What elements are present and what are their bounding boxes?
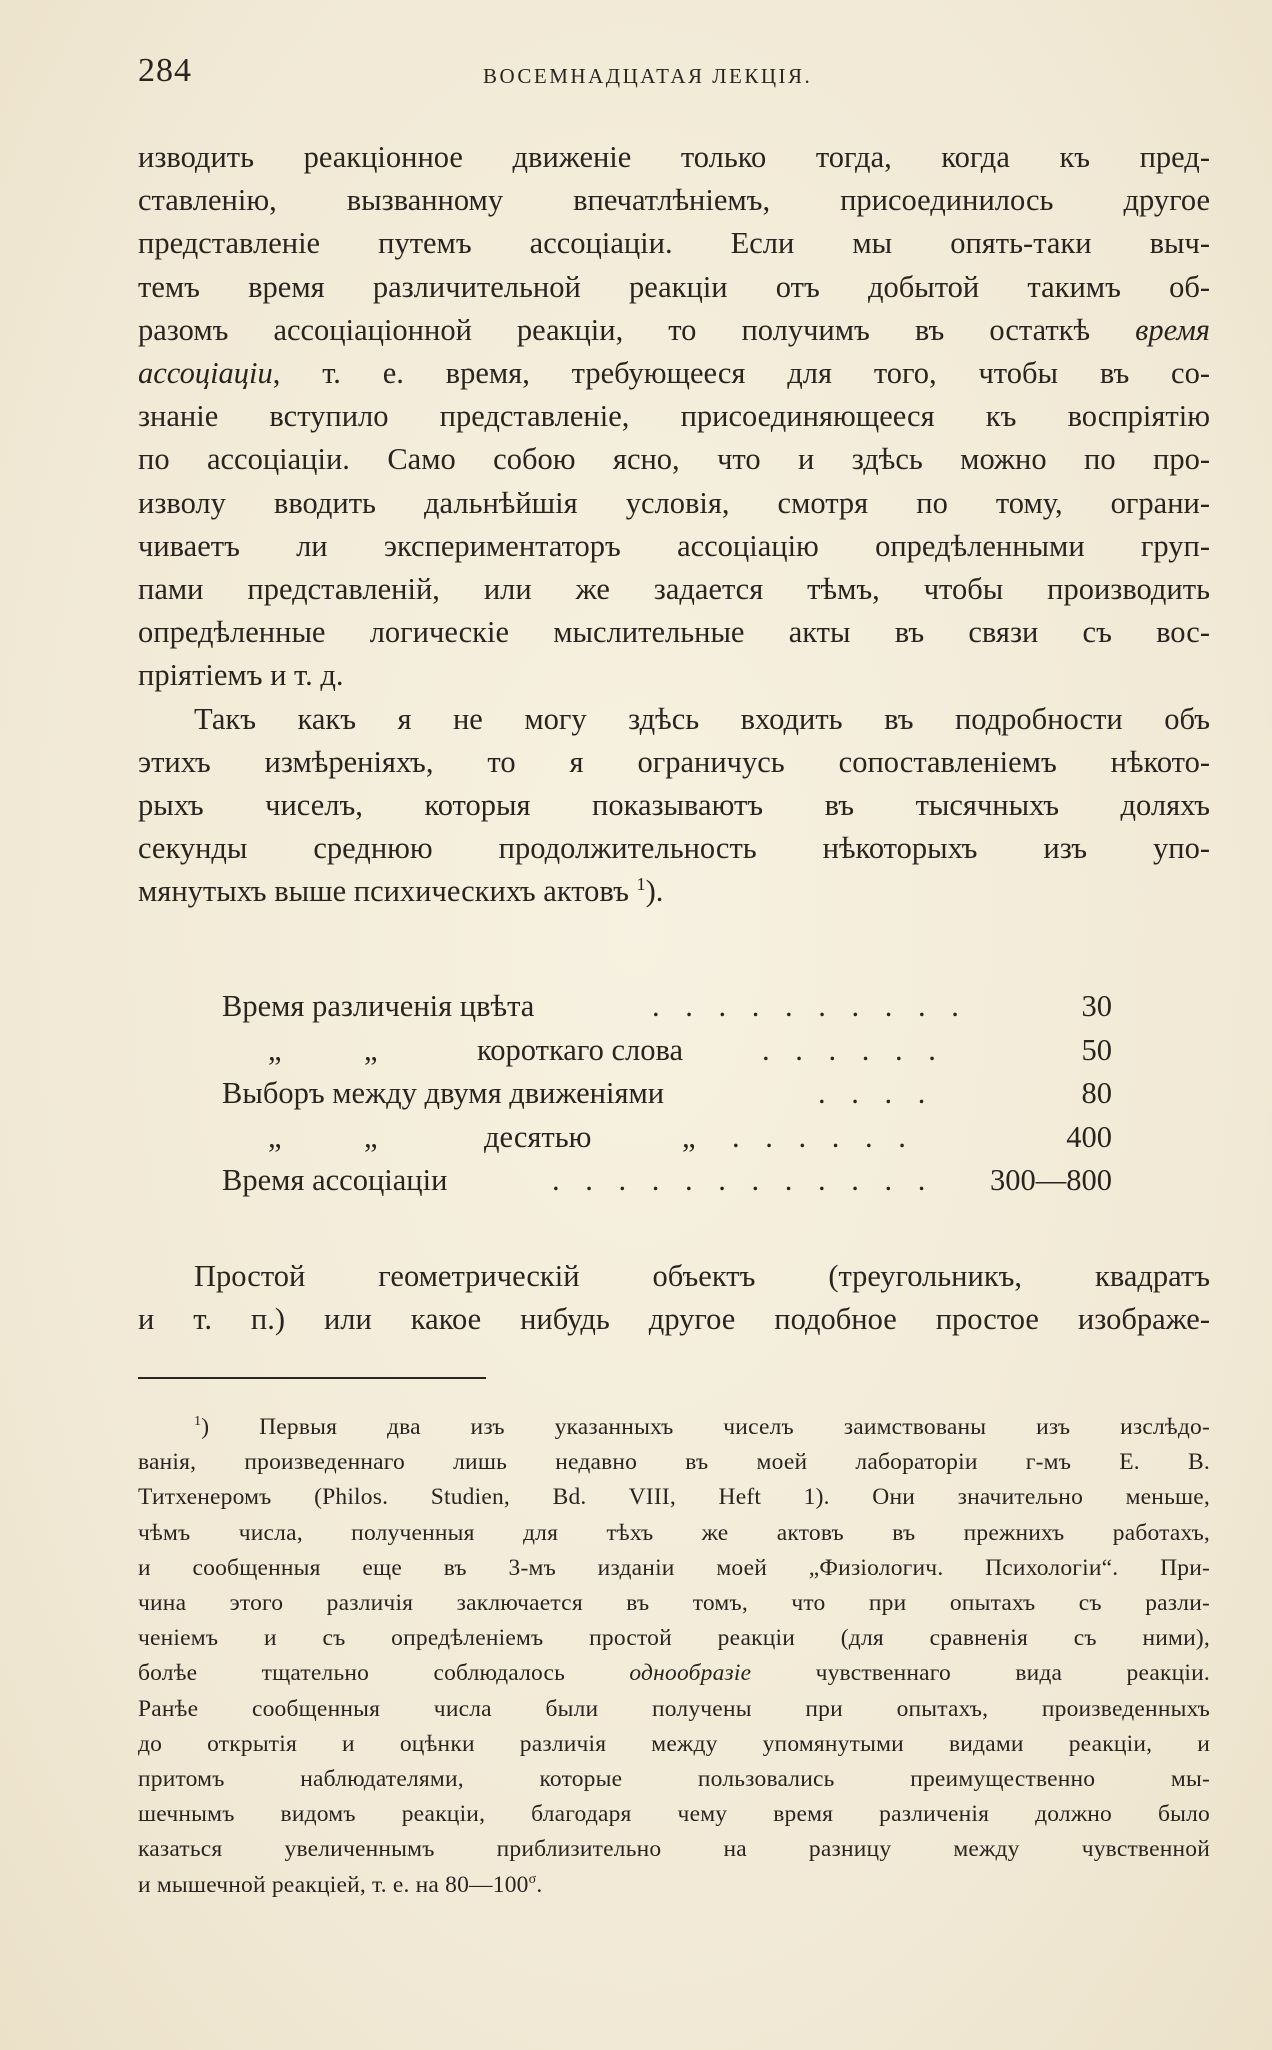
text-line: представленіе путемъ ассоціаціи. Если мы опять-таки выч- [138, 226, 1210, 261]
text-line: ченіемъ и съ опредѣленіемъ простой реакціи (для сравненія съ ними), [138, 1625, 1210, 1652]
row-label: Время ассоціаціи [222, 1163, 448, 1197]
text-line: по ассоціаціи. Само собою ясно, что и здѣсь можно по про- [138, 442, 1210, 477]
text-fragment: болѣе тщательно соблюдалось [138, 1660, 630, 1687]
row-label: Выборъ между двумя движеніями [222, 1076, 665, 1110]
text-line: опредѣленные логическіе мыслительные акты въ связи съ вос- [138, 615, 1210, 650]
text-fragment: разомъ ассоціаціонной реакціи, то получимъ въ остаткѣ [138, 312, 1091, 347]
leader-dots: . . . . . . [762, 1032, 945, 1067]
leader-dots: . . . . . . . . . . . . [552, 1163, 935, 1197]
text-line: до открытія и оцѣнки различія между упомянутыми видами реакціи, и [138, 1730, 1210, 1757]
table-row [222, 985, 1112, 1029]
text-line: ставленію, вызванному впечатлѣніемъ, присоединилось другое [138, 183, 1210, 218]
text-line [138, 352, 1210, 395]
timing-table [222, 985, 1112, 1203]
text-fragment: , т. е. время, требующееся для того, чтобы въ со- [272, 356, 1210, 391]
text-line: и т. п.) или какое нибудь другое подобное простое изображе- [138, 1302, 1210, 1337]
text-line [138, 1656, 1210, 1691]
text-line: Ранѣе сообщенныя числа были получены при опытахъ, произведенныхъ [138, 1695, 1210, 1722]
sigma-unit: σ [528, 1870, 537, 1887]
italic-term: ассоціаціи [138, 356, 273, 391]
text-line: притомъ наблюдателями, которые пользовались преимущественно мы- [138, 1766, 1210, 1793]
text-line: шечнымъ видомъ реакціи, благодаря чему время различенія должно было [138, 1801, 1210, 1828]
main-text [138, 136, 1210, 914]
text-line: чѣмъ числа, полученныя для тѣхъ же актовъ въ прежнихъ работахъ, [138, 1519, 1210, 1546]
italic-term: время [1135, 312, 1210, 347]
running-title: ВОСЕМНАДЦАТАЯ ЛЕКЦІЯ. [483, 64, 813, 88]
row-value: 300—800 [990, 1163, 1112, 1197]
text-line [138, 870, 1210, 913]
ditto-mark: „ [268, 1119, 282, 1154]
text-line [138, 309, 1210, 352]
text-fragment: чувственнаго вида реакціи. [751, 1660, 1210, 1687]
table-row [222, 1159, 1112, 1203]
text-line: темъ время различительной реакціи отъ добытой такимъ об- [138, 269, 1210, 304]
table-row [222, 1116, 1112, 1160]
row-value: 30 [1081, 989, 1112, 1023]
footnote [138, 1410, 1210, 1903]
text-line: секунды среднюю продолжительность нѣкоторыхъ изъ упо- [138, 831, 1210, 866]
row-label: Время различенія цвѣта [222, 989, 535, 1023]
text-line: Простой геометрическій объектъ (треугольникъ, квадратъ [194, 1259, 1210, 1293]
text-line: ванія, произведеннаго лишь недавно въ моей лабораторіи г-мъ Е. В. [138, 1449, 1210, 1476]
row-value: 80 [1081, 1076, 1112, 1110]
footnote-mark: 1 [194, 1413, 202, 1430]
footnote-ref[interactable]: 1 [636, 874, 646, 895]
text-line: рыхъ чиселъ, которыя показываютъ въ тысячныхъ доляхъ [138, 788, 1210, 823]
text-fragment: . [536, 1871, 543, 1898]
leader-dots: . . . . [818, 1076, 935, 1110]
text-fragment: и мышечной реакціей, т. е. на 80—100 [138, 1871, 529, 1898]
text-line: Такъ какъ я не могу здѣсь входить въ подробности объ [194, 701, 1210, 736]
table-row [222, 1029, 1112, 1073]
row-label: десятью [484, 1119, 592, 1154]
ditto-mark: „ [268, 1032, 282, 1067]
text-line: и сообщенныя еще въ 3-мъ изданіи моей „Физіологич. Психологіи“. При- [138, 1554, 1210, 1581]
text-line: пріятіемъ и т. д. [138, 658, 344, 693]
row-label: короткаго слова [477, 1032, 684, 1067]
text-line: изводить реакціонное движеніе только тогда, когда къ пред- [138, 140, 1210, 174]
page-number: 284 [138, 52, 192, 89]
row-value: 400 [1066, 1119, 1112, 1154]
italic-term: однообразіе [629, 1660, 752, 1687]
text-line: изволу вводить дальнѣйшія условія, смотря по тому, ограни- [138, 485, 1210, 520]
ditto-mark: „ [364, 1032, 378, 1067]
text-line: этихъ измѣреніяхъ, то я ограничусь сопоставленіемъ нѣкото- [138, 744, 1210, 779]
ditto-mark: „ [364, 1119, 378, 1154]
leader-dots: . . . . . . . . . . [652, 989, 968, 1023]
table-row [222, 1072, 1112, 1116]
text-line: чиваетъ ли экспериментаторъ ассоціацію опредѣленными груп- [138, 528, 1210, 563]
text-line: казаться увеличеннымъ приблизительно на разницу между чувственной [138, 1836, 1210, 1863]
page-header [138, 52, 1210, 102]
text-fragment: ) Первыя два изъ указанныхъ чиселъ заимствованы изъ изслѣдо- [201, 1414, 1210, 1440]
text-fragment: мянутыхъ выше психическихъ актовъ [138, 874, 629, 909]
text-line: знаніе вступило представленіе, присоединяющееся къ воспріятію [138, 399, 1210, 434]
text-line: Титхенеромъ (Philos. Studien, Bd. VIII, Heft 1). Они значительно меньше, [138, 1484, 1210, 1511]
text-line: чина этого различія заключается въ томъ, что при опытахъ съ разли- [138, 1590, 1210, 1617]
leader-dots: . . . . . . [732, 1119, 915, 1154]
text-line [138, 1410, 1210, 1445]
footnote-divider [138, 1377, 486, 1379]
text-fragment: ). [645, 874, 664, 909]
row-value: 50 [1081, 1032, 1112, 1067]
paragraph [138, 1255, 1210, 1341]
text-line [138, 1868, 1210, 1903]
paragraph [138, 698, 1210, 914]
text-line: пами представленій, или же задается тѣмъ, чтобы производить [138, 572, 1210, 607]
ditto-mark: „ [682, 1119, 696, 1154]
